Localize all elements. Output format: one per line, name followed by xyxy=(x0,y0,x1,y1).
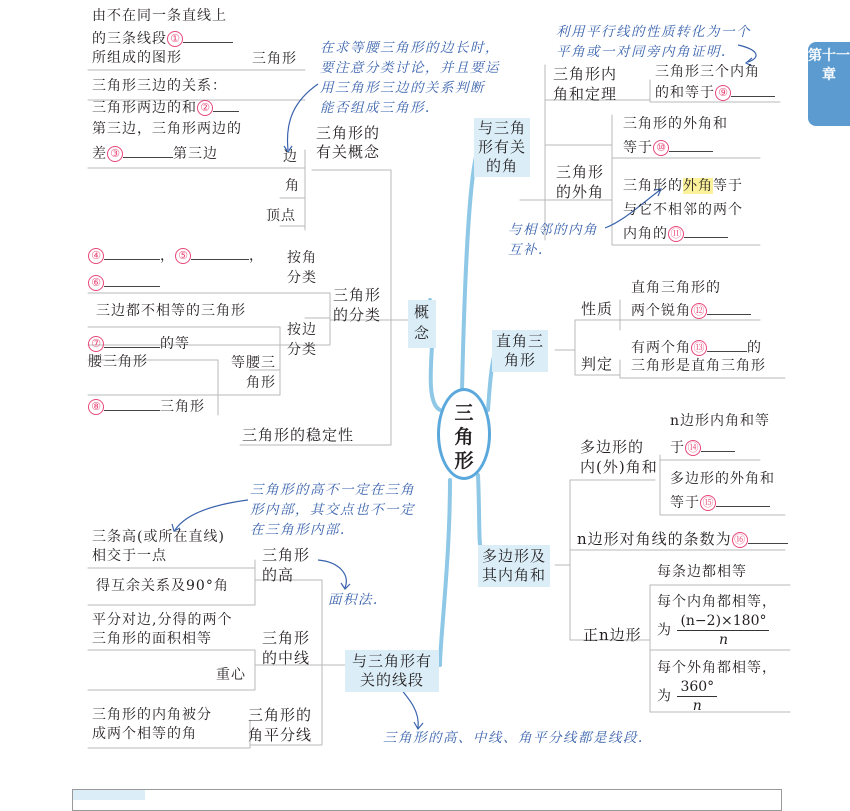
relation-line1: 三角形三边的关系： xyxy=(92,78,227,94)
definition-line1: 由不在同一条直线上 xyxy=(92,8,227,24)
blank-number-11: ⑪ xyxy=(668,226,684,242)
arrow-isosceles-note xyxy=(287,84,318,150)
regular-exterior-line1: 每个外角都相等， xyxy=(657,660,777,676)
polygon-box[interactable]: 多边形及其内角和 xyxy=(478,545,550,587)
note-isosceles-line2: 要注意分类讨论，并且要运 xyxy=(320,60,500,76)
n-interior-line1: n边形内角和等 xyxy=(670,413,771,429)
judgement-line1: 有两个角 ⑬ 的 xyxy=(631,336,762,359)
median-node: 三角形的中线 xyxy=(262,629,311,667)
arrow-parallel-note xyxy=(738,45,756,62)
right-triangle-box[interactable]: 直角三角形 xyxy=(492,330,548,372)
blank-number-10: ⑩ xyxy=(653,140,669,156)
blank-number-13: ⑬ xyxy=(691,340,707,356)
isosceles-blank-7: ⑦ 的等 xyxy=(88,332,190,355)
note-altitude-line2: 形内部，其交点也不一定 xyxy=(250,502,415,518)
note-isosceles-line3: 用三角形三边的关系判断 xyxy=(320,80,485,96)
bottom-frame xyxy=(72,789,782,811)
property-fact-line2: 两个锐角 ⑫ xyxy=(631,299,751,322)
blank-number-2: ② xyxy=(197,100,213,116)
judgement-node: 判定 xyxy=(581,355,614,373)
blank-number-16: ⑯ xyxy=(732,532,748,548)
interior-theorem-node: 三角形内角和定理 xyxy=(553,65,618,103)
polygon-exterior-line2: 等于 ⑮ xyxy=(670,491,770,514)
bisector-node: 三角形的角平分线 xyxy=(248,706,313,744)
blank-number-9: ⑨ xyxy=(715,85,731,101)
interior-fact-line1: 三角形三个内角 xyxy=(655,64,760,80)
relation-line3: 第三边，三角形两边的 xyxy=(92,121,242,137)
arrow-altitude-note xyxy=(175,500,248,530)
blank-number-1: ① xyxy=(167,31,183,47)
altitude-fact2: 得互余关系及90°角 xyxy=(96,578,229,594)
relation-line4: 差 ③ 第三边 xyxy=(92,142,218,165)
blank-number-8: ⑧ xyxy=(88,399,104,415)
altitude-node: 三角形的高 xyxy=(262,546,311,584)
side-label: 边 xyxy=(283,149,298,165)
classification-blank-6 xyxy=(88,271,160,294)
diagonals-line: n边形对角线的条数为 ⑯ xyxy=(577,528,788,550)
center-node xyxy=(437,388,491,480)
regular-polygon-node: 正n边形 xyxy=(583,626,642,644)
note-parallel-line2: 平角或一对同旁内角证明. xyxy=(556,44,727,60)
polygon-sum-node: 多边形的内(外)角和 xyxy=(580,438,658,476)
exterior-sum-line1: 三角形的外角和 xyxy=(623,116,728,132)
concept-box[interactable]: 概念 xyxy=(408,300,436,348)
angle-label: 角 xyxy=(285,178,300,194)
note-altitude-line1: 三角形的高不一定在三角 xyxy=(250,482,415,498)
note-parallel-line1: 利用平行线的性质转化为一个 xyxy=(556,24,751,40)
blank-number-4: ④ xyxy=(88,248,104,264)
isosceles-node: 等腰三角形 xyxy=(231,355,276,391)
concept-node: 三角形的有关概念 xyxy=(316,124,381,161)
note-segments: 三角形的高、中线、角平分线都是线段. xyxy=(383,730,644,746)
chapter-tab[interactable]: 第十一章 xyxy=(808,42,850,126)
triangle-label: 三角形 xyxy=(252,51,297,67)
by-side-label: 按边分类 xyxy=(287,322,317,358)
altitude-fact1-line1: 三条高(或所在直线) xyxy=(92,529,225,545)
regular-exterior-fraction: $\frac{360^\circ}{n}$ xyxy=(677,678,717,715)
trunk-angles xyxy=(462,145,480,390)
trunk-segments xyxy=(440,480,450,665)
exterior-prop-line3: 内角的 ⑪ xyxy=(623,222,728,245)
definition-line3: 所组成的图形 xyxy=(92,50,182,66)
by-angle-label: 按角分类 xyxy=(287,250,317,286)
bottom-frame-head xyxy=(73,790,145,800)
property-fact-line1: 直角三角形的 xyxy=(631,280,721,296)
regular-interior-line1: 每个内角都相等， xyxy=(657,594,777,610)
note-adjacent-line1: 与相邻的内角 xyxy=(508,222,598,238)
exterior-prop-line2: 与它不相邻的两个 xyxy=(623,202,743,218)
note-adjacent-line2: 互补. xyxy=(508,242,544,258)
blank-number-12: ⑫ xyxy=(691,303,707,319)
property-node: 性质 xyxy=(581,300,614,318)
bisector-fact-line1: 三角形的内角被分 xyxy=(92,707,212,723)
note-isosceles-line1: 在求等腰三角形的边长时， xyxy=(320,40,500,56)
polygon-exterior-line1: 多边形的外角和 xyxy=(670,471,775,487)
stability-node: 三角形的稳定性 xyxy=(242,426,355,444)
bisector-fact-line2: 成两个相等的角 xyxy=(92,726,197,742)
regular-interior-fraction: $\frac{(n-2)\times 180^\circ}{n}$ xyxy=(677,612,769,649)
classification-node: 三角形的分类 xyxy=(333,286,382,324)
regular-sides: 每条边都相等 xyxy=(657,564,747,580)
relation-line2: 三角形两边的和 ② xyxy=(92,96,239,119)
note-altitude-line3: 在三角形内部. xyxy=(250,522,346,538)
exterior-prop-line1: 三角形的外角等于 xyxy=(623,178,743,194)
median-fact1-line2: 三角形的面积相等 xyxy=(92,631,212,647)
note-isosceles-line4: 能否组成三角形. xyxy=(320,100,431,116)
blank-number-14: ⑭ xyxy=(685,440,701,456)
judgement-line2: 三角形是直角三角形 xyxy=(631,358,766,374)
vertex-label: 顶点 xyxy=(266,208,296,224)
segments-box[interactable]: 与三角形有关的线段 xyxy=(345,650,439,692)
regular-exterior-value: 为 $\frac{360^\circ}{n}$ xyxy=(657,678,717,715)
isosceles-line2: 腰三角形 xyxy=(88,354,148,370)
arrow-segments-note xyxy=(400,688,418,728)
isosceles-blank-8: ⑧ 三角形 xyxy=(88,395,205,418)
altitude-fact1-line2: 相交于一点 xyxy=(92,548,167,564)
note-area-method: 面积法. xyxy=(328,592,379,608)
blank-number-5: ⑤ xyxy=(175,248,191,264)
interior-fact-line2: 的和等于 ⑨ xyxy=(655,81,775,104)
n-interior-line2: 于 ⑭ xyxy=(670,436,735,459)
blank-number-7: ⑦ xyxy=(88,336,104,352)
scalene-label: 三边都不相等的三角形 xyxy=(96,303,246,319)
center-title: 三角形 xyxy=(454,402,474,472)
definition-line2: 的三条线段 ① xyxy=(92,27,233,50)
exterior-node: 三角形的外角 xyxy=(556,163,605,201)
blank-number-6: ⑥ xyxy=(88,275,104,291)
blank-number-3: ③ xyxy=(107,146,123,162)
regular-interior-value: 为 $\frac{(n-2)\times 180^\circ}{n}$ xyxy=(657,612,769,649)
exterior-sum-line2: 等于 ⑩ xyxy=(623,136,713,159)
angles-box[interactable]: 与三角形有关的角 xyxy=(474,118,530,177)
classification-blanks-4-5: ④ ， ⑤ ， xyxy=(88,244,264,267)
median-fact1-line1: 平分对边,分得的两个 xyxy=(92,612,233,628)
blank-number-15: ⑮ xyxy=(700,495,716,511)
centroid-label: 重心 xyxy=(216,667,246,683)
